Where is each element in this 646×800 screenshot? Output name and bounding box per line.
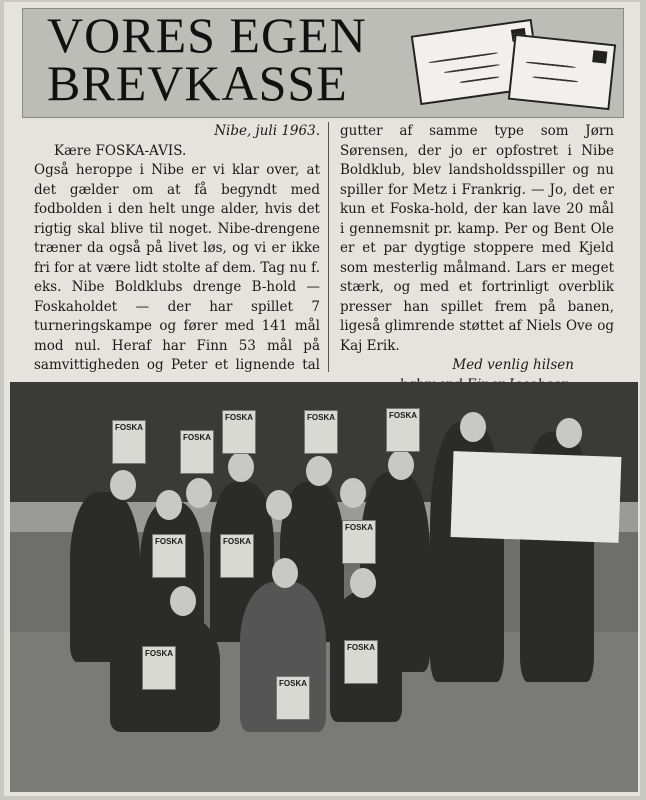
magazine: FOSKA	[152, 534, 186, 578]
column-divider	[328, 122, 329, 372]
stamp-icon-2	[592, 50, 607, 63]
player-head	[110, 470, 136, 500]
magazine: FOSKA	[344, 640, 378, 684]
player-head	[186, 478, 212, 508]
closing-greeting: Med venlig hilsen	[452, 357, 574, 373]
player-head	[306, 456, 332, 486]
player-head	[340, 478, 366, 508]
player-head	[272, 558, 298, 588]
magazine: FOSKA	[222, 410, 256, 454]
player-head	[156, 490, 182, 520]
magazine: FOSKA	[112, 420, 146, 464]
player-head	[388, 450, 414, 480]
dateline: Nibe, juli 1963.	[214, 123, 320, 139]
left-column	[34, 122, 320, 395]
newspaper-clipping	[4, 2, 640, 796]
magazine: FOSKA	[220, 534, 254, 578]
team-photo	[10, 382, 638, 792]
man-head	[460, 412, 486, 442]
player-head	[170, 586, 196, 616]
masthead-title-line1: VORES EGEN	[47, 7, 367, 63]
player-head	[350, 568, 376, 598]
magazine: FOSKA	[304, 410, 338, 454]
player-head	[228, 452, 254, 482]
right-column-text: gutter af samme type som Jørn Sørensen, der jo er opfostret i Nibe Boldklub, blev landsholdsspiller og nu spiller for Metz i Frankrig. — Jo, det er kun et Foska-hold, der kan lave 20 mål i gennemsnit pr. kamp. Per og Bent Ole er et par dygtige stoppere med Kjeld som mesterlig målmand. Lars er meget stærk, og med et fortrinligt overblik presser han spillet frem på banen, ligeså glimrende støttet af Niels Ove og Kaj Erik.	[340, 123, 614, 354]
masthead-title-line2: BREVKASSE	[47, 55, 348, 111]
handwritten-sign	[451, 451, 622, 543]
magazine: FOSKA	[342, 520, 376, 564]
left-column-text: Også heroppe i Nibe er vi klar over, at det gælder om at få begyndt med fodbolden i den helt unge alder, hvis det rigtig skal blive til noget. Nibe-drengene træner da også på livet løs, og vi er ikke fri for at være lidt stolte af dem. Tag nu f. eks. Nibe Boldklubs drenge B-hold — Foskaholdet — der har spillet 7 turneringskampe og fører med 141 mål mod nul. Heraf har Finn 53 mål på samvittigheden og Peter et lignende tal	[34, 162, 320, 373]
player-head	[266, 490, 292, 520]
masthead-title	[47, 7, 367, 111]
magazine: FOSKA	[142, 646, 176, 690]
right-column	[340, 122, 614, 395]
magazine: FOSKA	[180, 430, 214, 474]
masthead-banner	[22, 8, 624, 118]
envelope-illustration-2	[508, 34, 616, 110]
salutation: Kære FOSKA-AVIS.	[54, 142, 187, 159]
magazine: FOSKA	[386, 408, 420, 452]
letter-body	[22, 122, 622, 380]
man-head	[556, 418, 582, 448]
magazine: FOSKA	[276, 676, 310, 720]
